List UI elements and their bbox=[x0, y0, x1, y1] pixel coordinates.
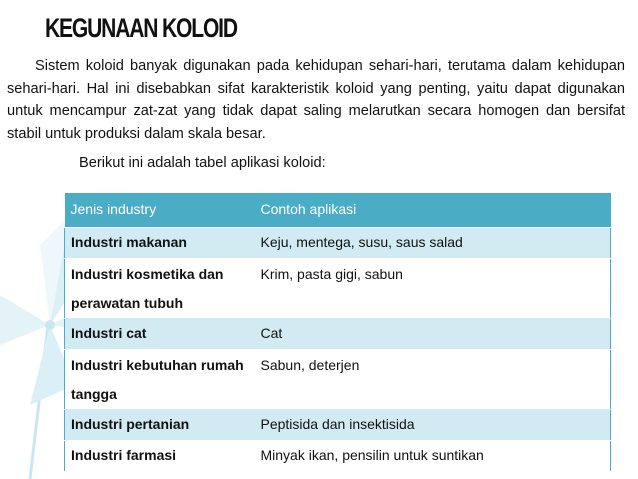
industry-cell: Industri pertanian bbox=[65, 409, 255, 440]
page-title: KEGUNAAN KOLOID bbox=[45, 13, 237, 43]
table-row bbox=[65, 318, 611, 349]
example-cell: Peptisida dan insektisida bbox=[255, 409, 611, 440]
table-row bbox=[65, 440, 611, 471]
colloid-application-table bbox=[64, 193, 611, 471]
industry-cell: Industri farmasi bbox=[65, 440, 255, 471]
example-cell: Minyak ikan, pensilin untuk suntikan bbox=[255, 440, 611, 471]
example-cell: Cat bbox=[255, 318, 611, 349]
header-example: Contoh aplikasi bbox=[255, 193, 611, 227]
table-header-row bbox=[65, 193, 611, 227]
table-row bbox=[65, 227, 611, 258]
industry-cell: Industri makanan bbox=[65, 227, 255, 258]
intro-paragraph: Sistem koloid banyak digunakan pada kehidupan sehari-hari, terutama dalam kehidupan sehari-hari. Hal ini disebabkan sifat karakteristik koloid yang penting, yaitu dapat digunakan untuk mencampur zat-zat yang tidak dapat saling melarutkan secara homogen dan bersifat stabil untuk produksi dalam skala besar. bbox=[7, 58, 625, 142]
table-row bbox=[65, 258, 611, 318]
table-row bbox=[65, 409, 611, 440]
example-cell: Krim, pasta gigi, sabun bbox=[255, 258, 611, 318]
table-intro: Berikut ini adalah tabel aplikasi koloid: bbox=[79, 155, 326, 171]
example-cell: Sabun, deterjen bbox=[255, 349, 611, 409]
header-industry: Jenis industry bbox=[65, 193, 255, 227]
industry-cell: Industri cat bbox=[65, 318, 255, 349]
industry-cell: Industri kosmetika dan perawatan tubuh bbox=[65, 258, 255, 318]
example-cell: Keju, mentega, susu, saus salad bbox=[255, 227, 611, 258]
table-row bbox=[65, 349, 611, 409]
industry-cell: Industri kebutuhan rumah tangga bbox=[65, 349, 255, 409]
